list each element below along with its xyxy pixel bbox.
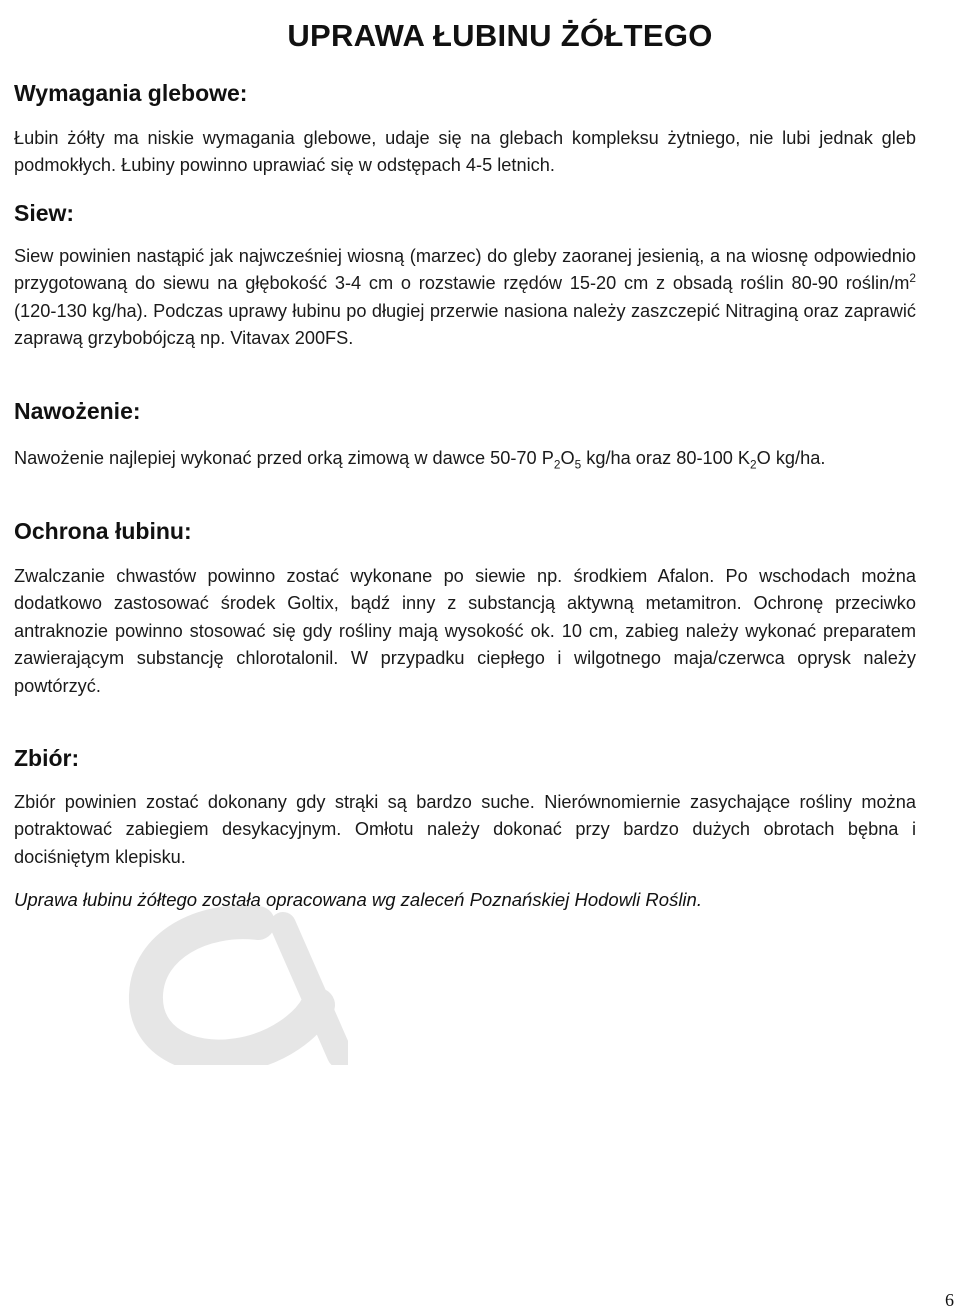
- page-number: 6: [945, 1290, 954, 1310]
- heading-soil-requirements: Wymagania glebowe:: [14, 80, 248, 106]
- paragraph-protection: Zwalczanie chwastów powinno zostać wykonane po siewie np. środkiem Afalon. Po wschodach można dodatkowo zastosować środek Goltix, bądź inny z substancją aktywną metamitron. Ochronę przeciwko antraknozie powinno stosować się gdy rośliny mają wysokość ok. 10 cm, zabieg należy wykonać preparatem zawierającym substancję chlorotalonil. W przypadku ciepłego i wilgotnego maja/czerwca oprysk należy powtórzyć.: [14, 566, 916, 696]
- heading-sowing: Siew:: [14, 200, 75, 226]
- source-note: Uprawa łubinu żółtego została opracowana wg zaleceń Poznańskiej Hodowli Roślin.: [14, 889, 702, 910]
- page-title: UPRAWA ŁUBINU ŻÓŁTEGO: [287, 18, 713, 53]
- heading-fertilization: Nawożenie:: [14, 398, 141, 424]
- paragraph-soil-requirements: Łubin żółty ma niskie wymagania glebowe, udaje się na glebach kompleksu żytniego, nie lubi jednak gleb podmokłych. Łubiny powinno uprawiać się w odstępach 4-5 letnich.: [14, 128, 916, 176]
- heading-harvest: Zbiór:: [14, 745, 80, 771]
- logo-watermark-icon: [108, 905, 348, 1065]
- heading-protection: Ochrona łubinu:: [14, 518, 192, 544]
- paragraph-fertilization: Nawożenie najlepiej wykonać przed orką zimową w dawce 50-70 $P_2O_5$ kg/ha oraz 80-100 $K_2O$ kg/ha.: [14, 448, 826, 472]
- paragraph-sowing: Siew powinien nastąpić jak najwcześniej wiosną (marzec) do gleby zaoranej jesienią, a na wiosnę odpowiednio przygotowaną do siewu na głębokość 3-4 cm o rozstawie rzędów 15-20 cm z obsadą roślin 80-90 roślin/$m^2$ (120-130 kg/ha). Podczas uprawy łubinu po długiej przerwie nasiona należy zaszczepić Nitraginą oraz zaprawić zaprawą grzybobójczą np. Vitavax 200FS.: [14, 246, 916, 349]
- paragraph-harvest: Zbiór powinien zostać dokonany gdy strąki są bardzo suche. Nierównomiernie zasychające rośliny można potraktować zabiegiem desykacyjnym. Omłotu należy dokonać przy bardzo dużych obrotach bębna i dociśniętym klepisku.: [14, 792, 916, 867]
